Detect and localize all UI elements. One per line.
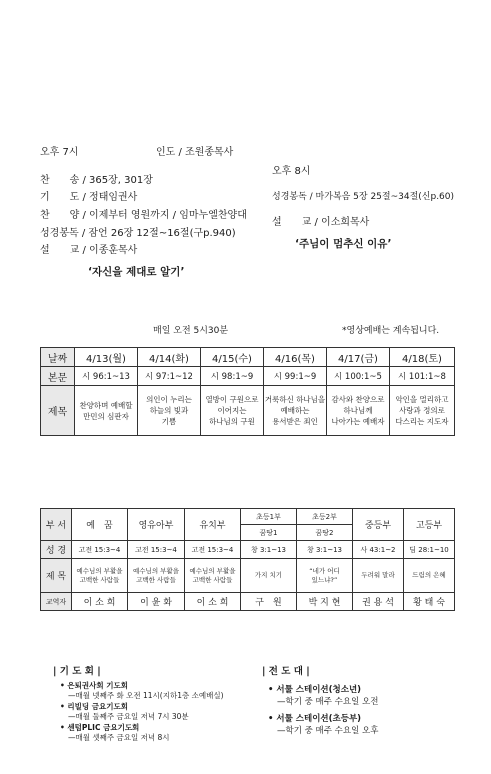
evening8-time: 오후 8시 [272,166,311,177]
topic-line: 있느냐?” [311,575,338,584]
title-line: 다스리는 지도자 [395,417,449,426]
dawn-title-row [41,386,455,436]
topic-line: 고백한 사람들 [192,575,233,584]
prayer-line: 기 도 / 정태임권사 [40,192,138,203]
topic-line: 가지 치기 [254,571,283,579]
title-line: 하나님께 [343,406,373,415]
topic-line: 고백한 사람들 [136,575,176,584]
dept-name: 영유아부 [128,509,185,541]
dept-subname: 꿈땅2 [297,525,353,541]
prayer-meetings-title: | 기 도 회 | [53,666,101,677]
title-line: 의인이 누리는 [146,395,192,404]
passage-cell: 시 98:1~9 [201,367,264,386]
preacher-cell: 이 소 희 [72,593,128,611]
title-cell [75,386,138,436]
topic-line: 드림의 은혜 [412,571,446,579]
header-date: 4/15(수) [201,348,264,367]
title-line: 거룩하신 하나님을 [264,395,326,404]
title-line: 기쁨 [161,417,177,426]
title-line: 감사와 찬양으로 [331,395,385,404]
dawn-prayer-table [40,347,455,436]
passage-cell: 시 99:1~9 [264,367,327,386]
preacher-cell: 구 원 [241,593,297,611]
title-cell [201,386,264,436]
prayer-meeting-item: • 센텀PLIC 금요기도회 [60,723,140,732]
title-line: 사랑과 정의로 [399,406,445,415]
prayer-meeting-item: • 리빌딩 금요기도회 [60,702,128,711]
topic-line: 예수님의 부활을 [76,566,123,575]
prayer-meeting-detail: —매월 둘째주 금요일 저녁 7시 30분 [68,712,189,721]
header-date: 4/18(토) [390,348,455,367]
title-cell [390,386,455,436]
title-line: 열방이 구원으로 [205,395,259,404]
dawn-passage-row [41,367,455,386]
scripture-cell: 고전 15:3~4 [185,541,241,559]
topic-cell [241,559,297,593]
title-label: 제목 [41,386,75,436]
preacher-cell: 박 지 현 [297,593,353,611]
topic-line: 고백한 사람들 [79,575,120,584]
prayer-meeting-name: 은퇴권사회 기도회 [67,681,128,690]
hymn-line: 찬 송 / 365장, 301장 [40,175,153,186]
preacher-label: 교역자 [41,593,72,611]
prayer-meeting-item: • 은퇴권사회 기도회 [60,681,128,690]
title-line: 예배하는 [280,406,310,415]
topic-line: 예수님의 부활을 [189,566,236,575]
title-cell [264,386,327,436]
evening8-sermon-by: 설 교 / 이소희목사 [272,217,370,228]
passage-label: 본문 [41,367,75,386]
title-line: 이어지는 [217,406,247,415]
title-line: 용서받은 죄인 [272,417,318,426]
evening-time: 오후 7시 [40,147,79,158]
dept-subname: 꿈땅1 [241,525,297,541]
video-note: *영상예배는 계속됩니다. [342,326,440,336]
passage-cell: 시 97:1~12 [138,367,201,386]
scripture-cell: 고전 15:3~4 [72,541,128,559]
topic-cell [72,559,128,593]
dept-label: 부 서 [41,509,72,541]
youth-departments-table [40,508,455,611]
evangelism-detail: —학기 중 매주 수요일 오후 [277,726,379,736]
prayer-meeting-detail: —매월 넷째주 화 오전 11시(지하1층 소예배실) [68,691,224,700]
anthem-line: 찬 양 / 이제부터 영원까지 / 임마누엘찬양대 [40,210,247,221]
sermon-title: ‘자신을 제대로 알기’ [88,266,185,278]
preacher-cell: 황 태 숙 [404,593,455,611]
header-date-label: 날짜 [41,348,75,367]
passage-cell: 시 100:1~5 [327,367,390,386]
dept-name: 초등1부 [241,509,297,525]
invocation-text: 인도 / 조원종목사 [156,147,234,158]
dept-name: 예 꿈 [72,509,128,541]
topic-label: 제 목 [41,559,72,593]
passage-cell: 시 101:1~8 [390,367,455,386]
evangelism-detail: —학기 중 매주 수요일 오전 [277,697,379,707]
prayer-meeting-name: 센텀PLIC 금요기도회 [67,723,140,732]
scripture-cell: 고전 15:3~4 [128,541,185,559]
title-cell [327,386,390,436]
title-line: 악인을 멀리하고 [395,395,449,404]
topic-cell [353,559,404,593]
preacher-cell: 이 윤 화 [128,593,185,611]
title-line: 만민의 심판자 [83,411,129,421]
header-date: 4/14(화) [138,348,201,367]
dawn-time: 매일 오전 5시30분 [153,326,229,336]
topic-cell [128,559,185,593]
scripture-label: 성 경 [41,541,72,559]
title-cell [138,386,201,436]
evangelism-title: | 전 도 대 | [262,666,310,677]
header-date: 4/17(금) [327,348,390,367]
passage-cell: 시 96:1~13 [75,367,138,386]
scripture-cell: 딤 28:1~10 [404,541,455,559]
header-date: 4/16(목) [264,348,327,367]
title-line: 하늘의 빛과 [149,406,189,415]
topic-cell [185,559,241,593]
preacher-cell: 권 용 석 [353,593,404,611]
evening8-scripture: 성경봉독 / 마가복음 5장 25절~34절(신p.60) [272,192,455,202]
prayer-meeting-detail: —매월 셋째주 금요일 저녁 8시 [68,733,170,742]
scripture-cell: 창 3:1~13 [297,541,353,559]
title-line: 하나님의 구원 [209,417,255,426]
prayer-meeting-name: 리빌딩 금요기도회 [67,702,128,711]
header-date: 4/13(월) [75,348,138,367]
youth-scripture-row [41,541,455,559]
evangelism-name: 서툴 스테이션(초등부) [276,714,362,724]
evening8-sermon-title: ‘주님이 멈추신 이유’ [295,238,392,250]
title-line: 찬양하며 예배할 [79,400,133,410]
scripture-cell: 사 43:1~2 [353,541,404,559]
topic-line: 예수님의 부활을 [132,566,180,575]
title-line: 나아가는 예배자 [331,417,385,426]
dept-name: 유치부 [185,509,241,541]
dept-name: 중등부 [353,509,404,541]
youth-topic-row [41,559,455,593]
sermon-by-line: 설 교 / 이종훈목사 [40,245,138,256]
topic-cell [297,559,353,593]
topic-cell [404,559,455,593]
preacher-cell: 이 소 희 [185,593,241,611]
dawn-header-row [41,348,455,367]
topic-line: “네가 어디 [309,566,340,575]
evangelism-item: • 서툴 스테이션(청소년) [268,685,362,695]
scripture-cell: 창 3:1~13 [241,541,297,559]
topic-line: 두려워 말라 [361,571,395,579]
youth-preacher-row [41,593,455,611]
scripture-line: 성경봉독 / 잠언 26장 12절~16절(구p.940) [40,228,236,239]
dept-name: 초등2부 [297,509,353,525]
invocation-line [156,143,233,158]
evangelism-item: • 서툴 스테이션(초등부) [268,714,362,724]
dept-row-top [41,509,455,525]
dept-name: 고등부 [404,509,455,541]
evangelism-name: 서툴 스테이션(청소년) [276,685,362,695]
